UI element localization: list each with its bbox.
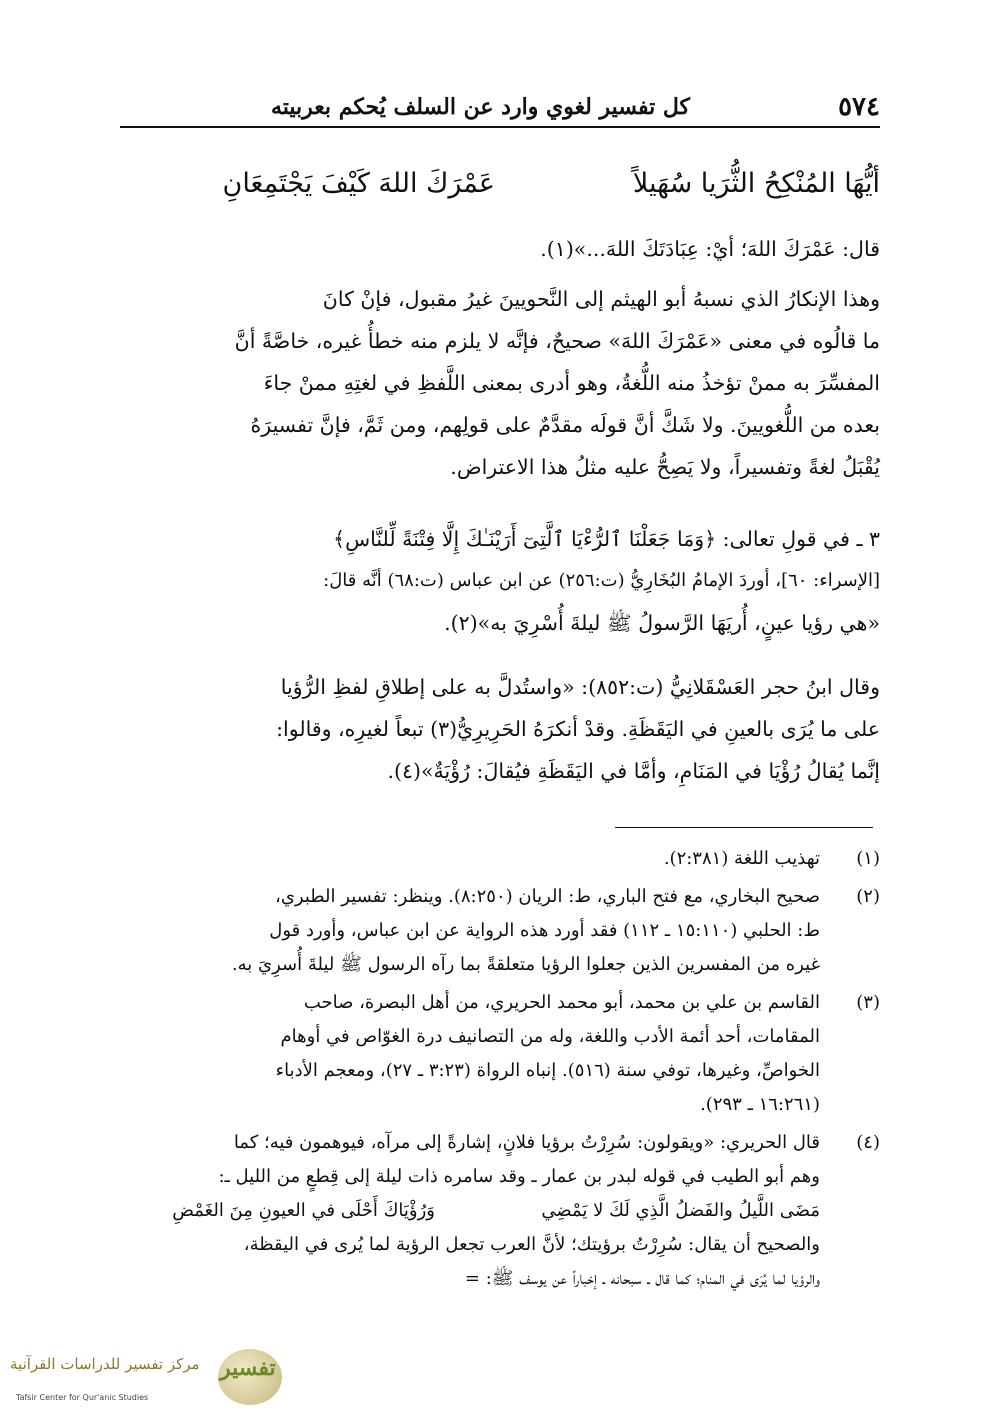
footnote-line: تهذيب اللغة (٢:٣٨١). bbox=[663, 848, 820, 869]
body-line: «هي رؤيا عينٍ، أُريَهَا الرَّسولُ ﷺ ليلةَ أُسْرِيَ به»(٢). bbox=[444, 611, 880, 635]
footnote-line: والصحيح أن يقال: سُرِرْتُ برؤيتك؛ لأنَّ العرب تجعل الرؤية لما يُرى في اليقظة، bbox=[243, 1234, 820, 1255]
footnote-number: (١) bbox=[856, 848, 880, 869]
body-line: وقال ابنُ حجر العَسْقَلانِيُّ (ت:٨٥٢): «واستُدلَّ به على إطلاقِ لفظِ الرُّؤيا bbox=[280, 675, 880, 699]
body-line: وهذا الإنكارُ الذي نسبهُ أبو الهيثم إلى النَّحويينَ غيرُ مقبول، فإنْ كانَ bbox=[322, 287, 880, 311]
footnote-line: (١٦:٢٦١ ـ ٢٩٣). bbox=[700, 1094, 820, 1115]
running-title: كل تفسير لغوي وارد عن السلف يُحكم بعربيته bbox=[270, 94, 690, 120]
footnote-separator bbox=[615, 827, 873, 828]
footnote-number: (٢) bbox=[856, 886, 880, 907]
body-line: قال: عَمْرَكَ اللهَ؛ أيْ: عِبَادَتَكَ اللهَ...»(١). bbox=[540, 237, 880, 261]
footnote-line: والرؤيا لما يُرَى في المنام؛ كما قال ـ سبحانه ـ إخباراً عن يوسف ﷺ: = bbox=[464, 1268, 820, 1289]
footnote-line: قال الحريري: «ويقولون: سُرِرْتُ برؤيا فلانٍ، إشارةً إلى مرآه، فيوهمون فيه؛ كما bbox=[233, 1132, 820, 1153]
footnote-line: ط: الحلبي (١٥:١١٠ ـ ١١٢) فقد أورد هذه الرواية عن ابن عباس، وأورد قول bbox=[269, 920, 820, 941]
footnote-number: (٤) bbox=[856, 1132, 880, 1153]
footnote-line: الخواصِّ، وغيرها، توفي سنة (٥١٦). إنباه الرواة (٣:٢٣ ـ ٢٧)، ومعجم الأدباء bbox=[275, 1060, 820, 1081]
footnote-number: (٣) bbox=[856, 992, 880, 1013]
publisher-logo bbox=[10, 1345, 290, 1411]
logo-wordmark: تفسير bbox=[220, 1355, 276, 1381]
footnote-line: غيره من المفسرين الذين جعلوا الرؤيا متعلقةً بما رآه الرسول ﷺ ليلةَ أُسرِيَ به. bbox=[231, 954, 820, 975]
footnotes bbox=[120, 842, 880, 1300]
footnote-1 bbox=[120, 842, 880, 876]
footnote-line: القاسم بن علي بن محمد، أبو محمد الحريري، من أهل البصرة، صاحب bbox=[303, 992, 820, 1013]
paragraph-1 bbox=[120, 228, 880, 270]
body-line: ما قالُوه في معنى «عَمْرَكَ اللهَ» صحيحٌ، فإنَّه لا يلزم منه خطأُ غيره، خاصَّةً أنَّ bbox=[234, 329, 880, 353]
footnote-line: صحيح البخاري، مع فتح الباري، ط: الريان (٨:٢٥٠). وينظر: تفسير الطبري، bbox=[275, 886, 820, 907]
footnote-2 bbox=[120, 880, 880, 982]
body-line: بعده من اللُّغويينَ. ولا شَكَّ أنَّ قولَه مقدَّمٌ على قولِهم، ومن ثَمَّ، فإنَّ تفسيرَهُ bbox=[250, 413, 880, 437]
poem-hemistich-first: مَضَى اللَّيلُ والفَضلُ الَّذِي لَكَ لا يَمْضِي bbox=[541, 1200, 820, 1221]
poem-hemistich-second: وَرُؤْيَاكَ أَحْلَى في العيونِ مِنَ الغَمْضِ bbox=[172, 1200, 435, 1221]
footnote-poem bbox=[120, 1194, 820, 1228]
footnote-line: المقامات، أحد أئمة الأدب واللغة، وله من التصانيف درة الغوّاص في أوهام bbox=[280, 1026, 820, 1047]
page-header bbox=[120, 86, 880, 126]
body-line: على ما يُرَى بالعينِ في اليَقَظَةِ. وقدْ أنكرَهُ الحَرِيرِيُّ(٣) تبعاً لغيرِه، وقالوا: bbox=[276, 717, 880, 741]
logo-arabic-text: مركز تفسير للدراسات القرآنية bbox=[10, 1355, 200, 1373]
verse-hemistich-first: أيُّهَا المُنْكِحُ الثُّرَيا سُهَيلاً bbox=[632, 168, 880, 199]
body-line: المفسِّرَ به ممنْ تؤخذُ منه اللُّغةُ، وهو أدرى بمعنى اللَّفظِ في لغتِهِ ممنْ جاءَ bbox=[263, 371, 880, 395]
verse-hemistich-second: عَمْرَكَ اللهَ كَيْفَ يَجْتَمِعَانِ bbox=[222, 168, 495, 199]
footnote-4 bbox=[120, 1126, 880, 1296]
body-line: [الإسراء: ٦٠]، أوردَ الإمامُ البُخَارِيُّ (ت:٢٥٦) عن ابن عباس (ت:٦٨) أنَّه قالَ: bbox=[323, 570, 880, 591]
header-rule bbox=[120, 126, 880, 128]
poetry-verse bbox=[120, 168, 880, 214]
paragraph-4 bbox=[120, 666, 880, 792]
footnote-line: وهم أبو الطيب في قوله لبدر بن عمار ـ وقد سامره ذات ليلة إلى قِطعٍ من الليل ـ: bbox=[218, 1166, 820, 1187]
paragraph-3 bbox=[120, 518, 880, 644]
paragraph-2 bbox=[120, 278, 880, 488]
body-line: إنَّما يُقالُ رُؤْيَا في المَنَامِ، وأمَّا في اليَقَظَةِ فيُقالَ: رُؤْيَةٌ»(٤). bbox=[387, 759, 880, 783]
body-line: يُقْبَلُ لغةً وتفسيراً، ولا يَصِحُّ عليه مثلُ هذا الاعتراض. bbox=[450, 455, 880, 479]
body-line: ٣ ـ في قولِ تعالى: ﴿وَمَا جَعَلْنَا ٱلرُّءْيَا ٱلَّتِىٓ أَرَيْنَـٰكَ إِلَّا فِتْنَةً لِّلنَّاسِ﴾ bbox=[333, 527, 880, 551]
footnote-3 bbox=[120, 986, 880, 1122]
page-number: ٥٧٤ bbox=[838, 92, 880, 122]
logo-english-text: Tafsir Center for Qur'anic Studies bbox=[16, 1393, 149, 1402]
